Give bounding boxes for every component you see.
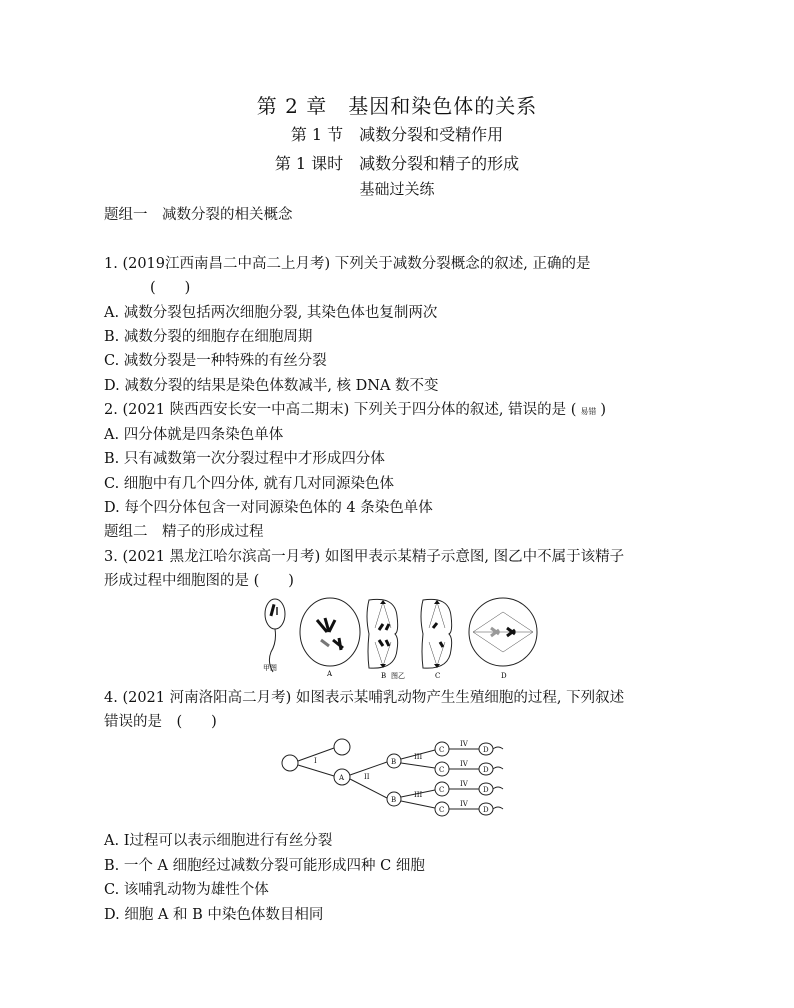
cell-d-label: D: [501, 672, 507, 680]
node-label-c-2: C: [439, 766, 445, 774]
cell-a-label: A: [327, 670, 333, 678]
node-label-c-3: C: [439, 786, 445, 794]
q4-option-a: A. Ⅰ过程可以表示细胞进行有丝分裂: [104, 833, 333, 849]
q1-option-a: A. 减数分裂包括两次细胞分裂, 其染色体也复制两次: [104, 305, 438, 321]
stage-label-4b: IV: [460, 760, 468, 768]
q4-division-figure: [280, 735, 510, 820]
stage-label-1: I: [314, 757, 317, 765]
q2-stem: [104, 398, 606, 419]
practice-title: 基础过关练: [359, 180, 435, 198]
node-label-d-4: D: [483, 806, 489, 814]
lesson-title: 第 1 课时 减数分裂和精子的形成: [274, 154, 520, 173]
sperm-diagram: [263, 599, 285, 672]
origin-cell: [282, 755, 298, 771]
cell-c: [421, 599, 452, 680]
stage-label-2: II: [364, 773, 370, 781]
cell-b: [367, 599, 398, 680]
q2-stem-text: 2. (2021 陕西西安长安一中高二期末) 下列关于四分体的叙述, 错误的是 (: [104, 402, 577, 418]
q4-line2: 错误的是 ( ): [104, 714, 217, 730]
chapter-title: 第 2 章 基因和染色体的关系: [256, 94, 538, 118]
node-label-b-1: B: [391, 758, 397, 766]
q4-option-d: D. 细胞 A 和 B 中染色体数目相同: [104, 907, 324, 923]
q2-option-a: A. 四分体就是四条染色单体: [104, 427, 284, 443]
node-label-d-2: D: [483, 766, 489, 774]
q2-option-d: D. 每个四分体包含一对同源染色体的 4 条染色单体: [104, 500, 433, 516]
q2-close: ): [600, 402, 607, 418]
cell-d: [469, 598, 537, 680]
group2-title: 题组二 精子的形成过程: [104, 524, 264, 540]
q4-option-c: C. 该哺乳动物为雄性个体: [104, 882, 269, 898]
group1-title: 题组一 减数分裂的相关概念: [104, 207, 293, 223]
node-label-c-4: C: [439, 806, 445, 814]
section-title: 第 1 节 减数分裂和受精作用: [290, 125, 504, 144]
label-jia: 甲图: [263, 664, 277, 672]
cell-a: [300, 598, 360, 678]
stage-label-4c: IV: [460, 780, 468, 788]
node-label-d-1: D: [483, 746, 489, 754]
q3-line1: 3. (2021 黑龙江哈尔滨高一月考) 如图甲表示某精子示意图, 图乙中不属于该精子: [104, 549, 625, 565]
node-label-d-3: D: [483, 786, 489, 794]
q1-stem: 1. (2019江西南昌二中高二上月考) 下列关于减数分裂概念的叙述, 正确的是: [104, 256, 591, 272]
q2-option-b: B. 只有减数第一次分裂过程中才形成四分体: [104, 451, 385, 467]
cell-b-label: B: [381, 672, 387, 680]
q2-tag: 易错: [580, 407, 597, 416]
node-label-a: A: [339, 774, 345, 782]
q3-cell-figure: [255, 592, 545, 680]
node-label-b-2: B: [391, 796, 397, 804]
q3-line2: 形成过程中细胞图的是 ( ): [104, 573, 294, 589]
daughter-cell-top: [334, 739, 350, 755]
cell-c-label: C: [435, 672, 441, 680]
label-yi: 图乙: [391, 672, 405, 680]
q4-line1: 4. (2021 河南洛阳高二月考) 如图表示某哺乳动物产生生殖细胞的过程, 下列叙述: [104, 690, 625, 706]
node-label-c-1: C: [439, 746, 445, 754]
q2-option-c: C. 细胞中有几个四分体, 就有几对同源染色体: [104, 476, 395, 492]
q1-blank: ( ): [150, 280, 191, 296]
q1-option-d: D. 减数分裂的结果是染色体数减半, 核 DNA 数不变: [104, 378, 439, 394]
q4-option-b: B. 一个 A 细胞经过减数分裂可能形成四种 C 细胞: [104, 858, 425, 874]
q1-option-b: B. 减数分裂的细胞存在细胞周期: [104, 329, 313, 345]
stage-label-3a: III: [414, 753, 423, 761]
q1-option-c: C. 减数分裂是一种特殊的有丝分裂: [104, 353, 327, 369]
stage-label-3b: III: [414, 791, 423, 799]
stage-label-4d: IV: [460, 800, 468, 808]
stage-label-4a: IV: [460, 740, 468, 748]
